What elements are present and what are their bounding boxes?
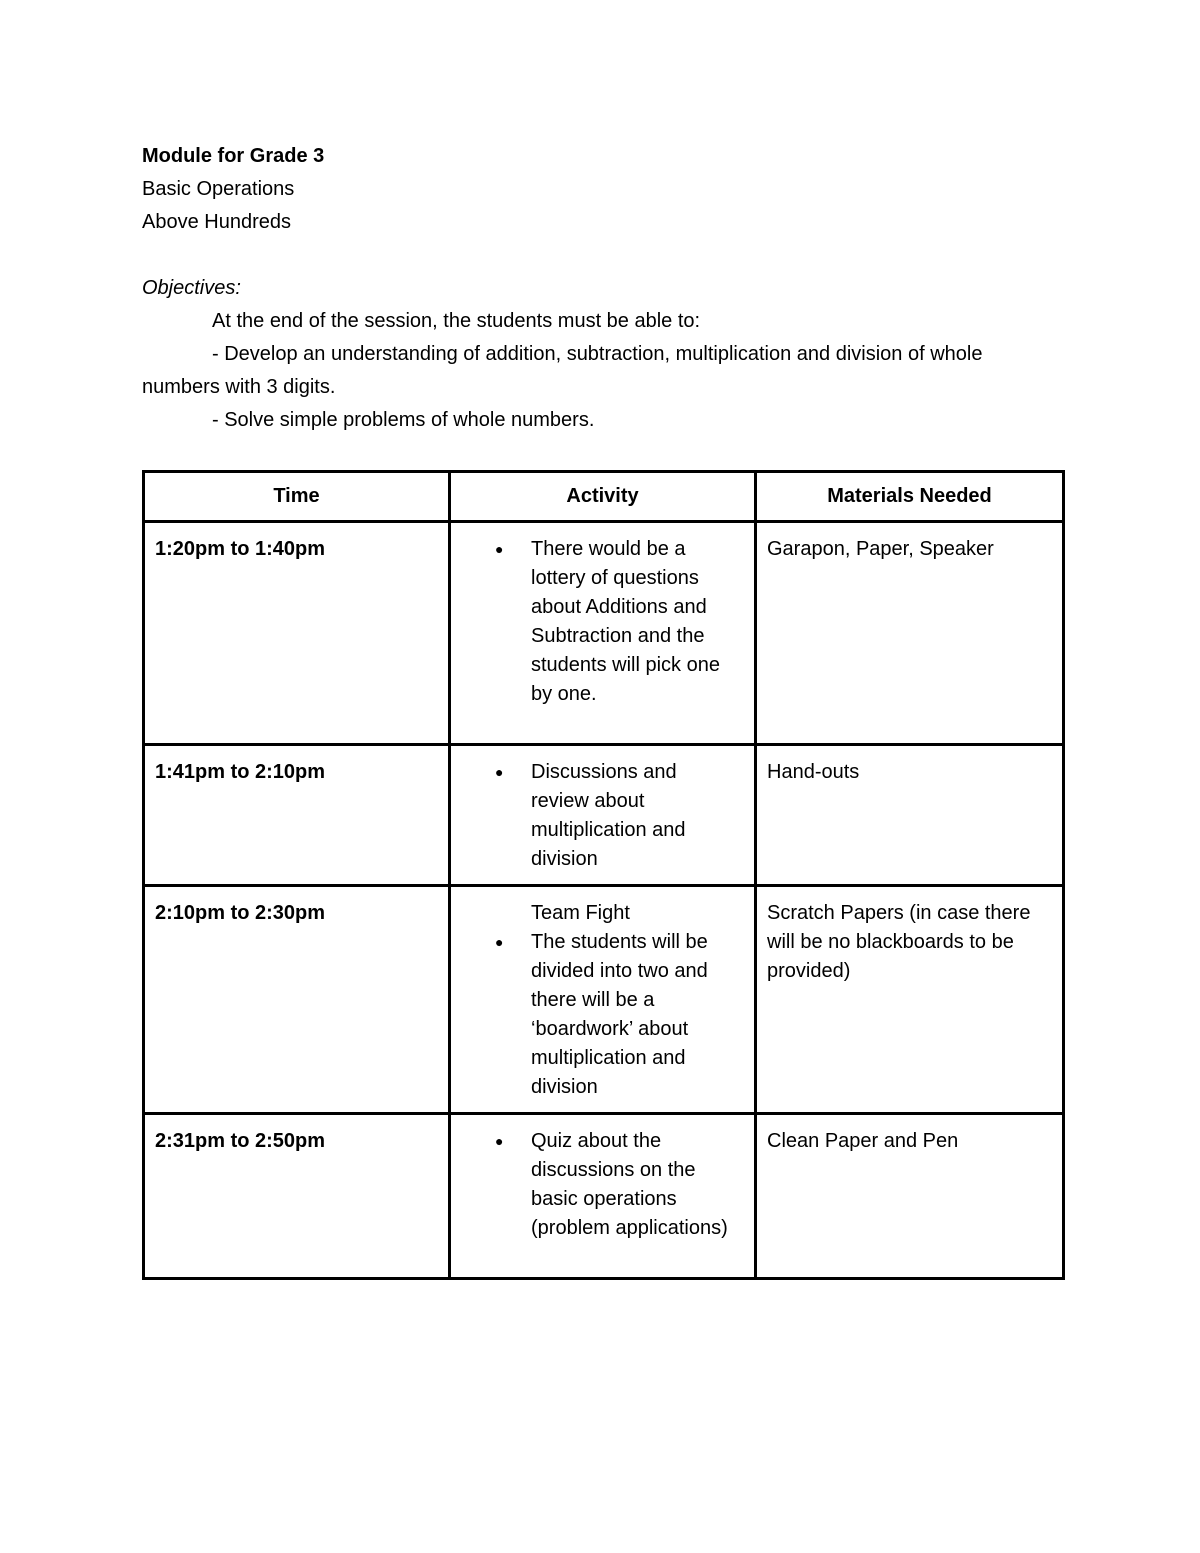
time-text: 2:31pm to 2:50pm	[155, 1130, 326, 1152]
activity-cell	[450, 522, 756, 745]
module-title: Module for Grade 3	[142, 145, 325, 167]
document-body	[142, 140, 1062, 437]
activity-list	[451, 928, 744, 1102]
activity-text: Quiz about the discussions on the basic operations (problem applications)	[531, 1130, 728, 1239]
materials-cell	[756, 1114, 1064, 1279]
activity-cell	[450, 745, 756, 886]
objectives-intro: At the end of the session, the students must be able to:	[212, 310, 701, 332]
schedule-table	[142, 470, 1065, 1280]
materials-cell	[756, 745, 1064, 886]
activity-cell	[450, 1114, 756, 1279]
header-activity: Activity	[450, 472, 756, 522]
spacer	[142, 239, 1062, 272]
materials-text: Scratch Papers (in case there will be no blackboards to be provided)	[767, 902, 1031, 982]
activity-text: There would be a lottery of questions about Additions and Subtraction and the students will pick one by one.	[531, 538, 720, 705]
objective-item-1: - Develop an understanding of addition, subtraction, multiplication and division of whole	[212, 343, 983, 365]
header-time: Time	[144, 472, 450, 522]
module-subtitle-range: Above Hundreds	[142, 211, 291, 233]
activity-text: Discussions and review about multiplication and division	[531, 761, 686, 870]
activity-title: Team Fight	[531, 902, 630, 924]
materials-text: Garapon, Paper, Speaker	[767, 538, 994, 560]
list-item	[451, 535, 744, 709]
activity-list	[451, 758, 744, 874]
time-cell	[144, 522, 450, 745]
objectives-label: Objectives:	[142, 277, 241, 299]
activity-list	[451, 535, 744, 709]
activity-text: The students will be divided into two and there will be a ‘boardwork’ about multiplication and division	[531, 931, 708, 1098]
table-row	[144, 745, 1064, 886]
objective-item-1-continued: numbers with 3 digits.	[142, 376, 336, 398]
time-text: 2:10pm to 2:30pm	[155, 902, 326, 924]
module-subtitle-operations: Basic Operations	[142, 178, 295, 200]
materials-text: Clean Paper and Pen	[767, 1130, 959, 1152]
time-cell	[144, 886, 450, 1114]
table-row	[144, 1114, 1064, 1279]
activity-list	[451, 1127, 744, 1243]
list-item	[451, 928, 744, 1102]
activity-cell	[450, 886, 756, 1114]
materials-text: Hand-outs	[767, 761, 860, 783]
time-text: 1:41pm to 2:10pm	[155, 761, 326, 783]
table-header-row	[144, 472, 1064, 522]
bullet-icon: ●	[495, 934, 504, 950]
bullet-icon: ●	[495, 1133, 504, 1149]
bullet-icon: ●	[495, 541, 504, 557]
list-item	[451, 758, 744, 874]
time-cell	[144, 1114, 450, 1279]
objective-item-2: - Solve simple problems of whole numbers.	[212, 409, 595, 431]
list-item	[451, 1127, 744, 1243]
materials-cell	[756, 886, 1064, 1114]
bullet-icon: ●	[495, 764, 504, 780]
table-row	[144, 886, 1064, 1114]
time-cell	[144, 745, 450, 886]
header-materials: Materials Needed	[756, 472, 1064, 522]
table-row	[144, 522, 1064, 745]
time-text: 1:20pm to 1:40pm	[155, 538, 326, 560]
materials-cell	[756, 522, 1064, 745]
